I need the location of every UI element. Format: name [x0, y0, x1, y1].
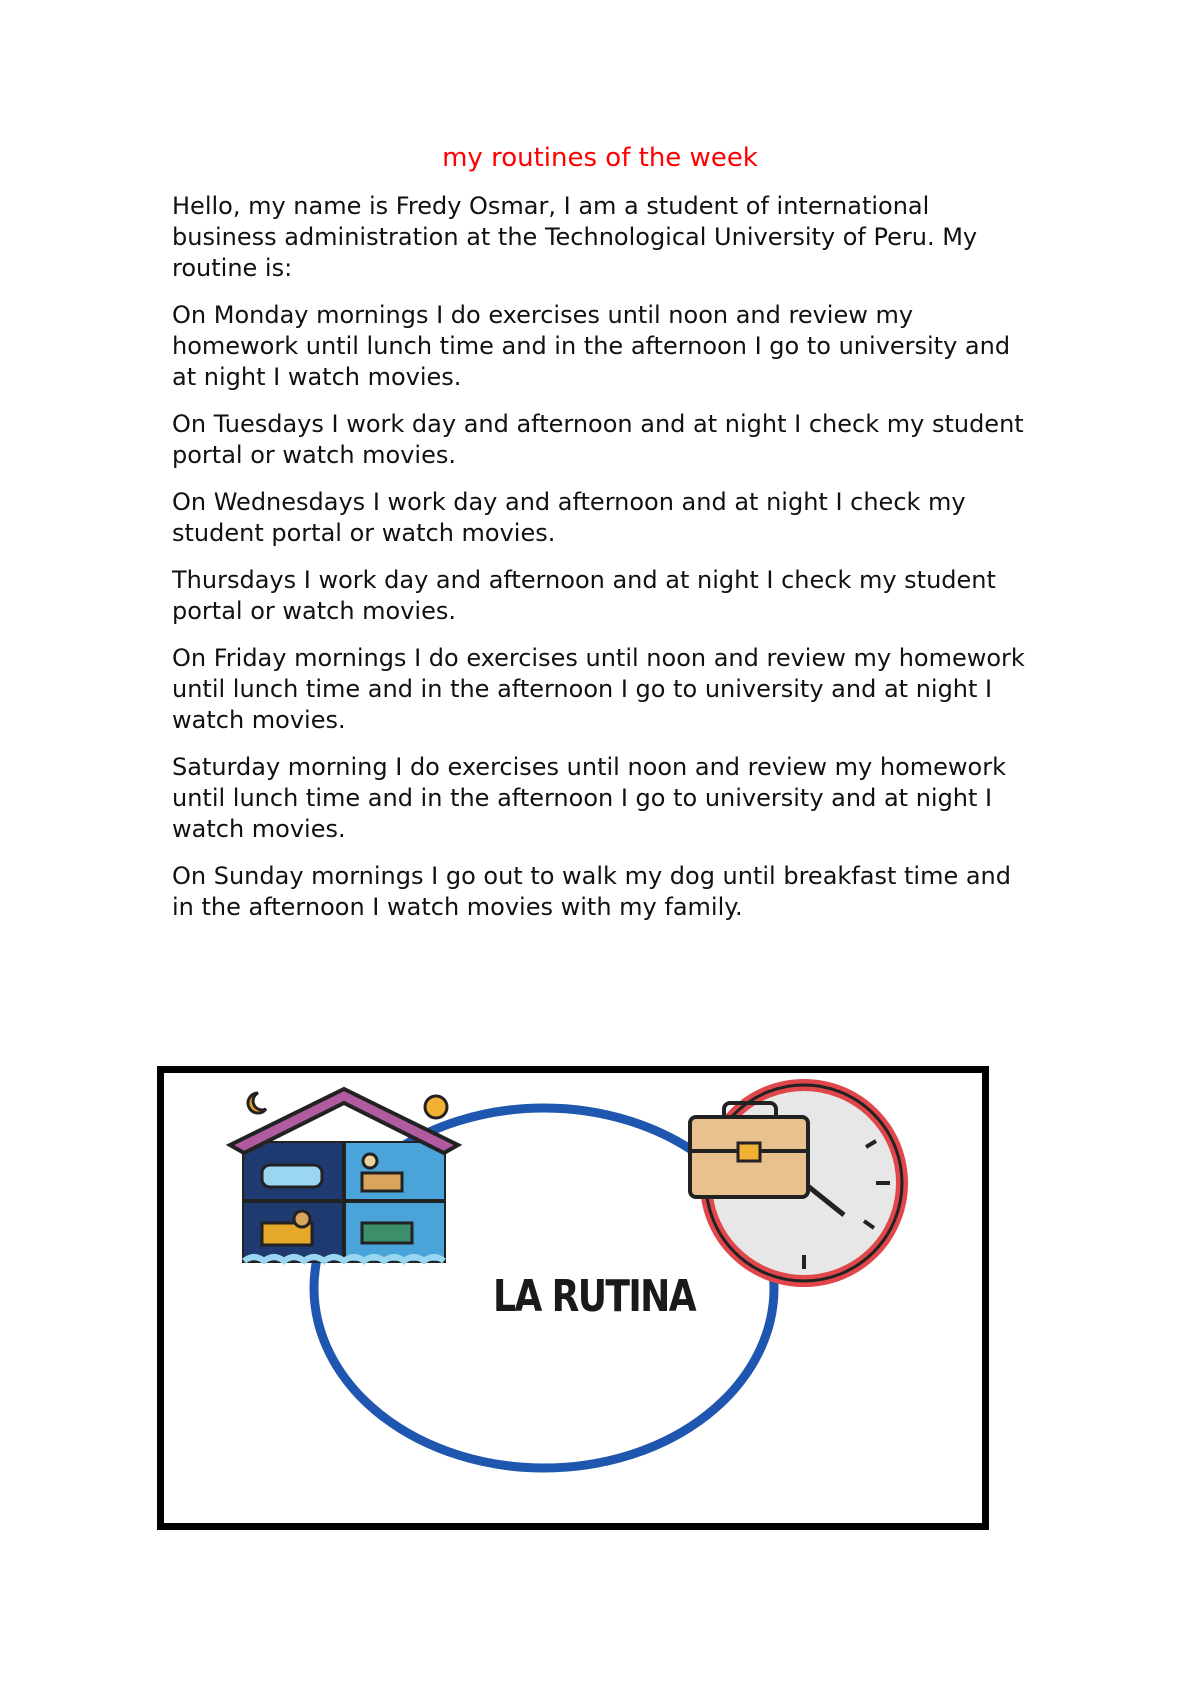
document-title: my routines of the week [442, 143, 758, 173]
routine-illustration [157, 1066, 989, 1530]
document-body [172, 191, 1032, 939]
paragraph-thursday: Thursdays I work day and afternoon and at night I check my student portal or watch movies. [172, 566, 996, 625]
briefcase-clock-icon [690, 1085, 902, 1281]
figure-label: LA RUTINA [493, 1271, 695, 1322]
paragraph-friday: On Friday mornings I do exercises until noon and review my homework until lunch time and in the afternoon I go to university and at night I watch movies. [172, 644, 1025, 734]
paragraph-tuesday: On Tuesdays I work day and afternoon and at night I check my student portal or watch movies. [172, 410, 1024, 469]
paragraph-intro: Hello, my name is Fredy Osmar, I am a student of international business administration at the Technological University of Peru. My routine is: [172, 192, 978, 282]
paragraph-monday: On Monday mornings I do exercises until noon and review my homework until lunch time and in the afternoon I go to university and at night I watch movies. [172, 301, 1011, 391]
paragraph-wednesday: On Wednesdays I work day and afternoon and at night I check my student portal or watch movies. [172, 488, 966, 547]
paragraph-saturday: Saturday morning I do exercises until noon and review my homework until lunch time and in the afternoon I go to university and at night I watch movies. [172, 753, 1006, 843]
paragraph-sunday: On Sunday mornings I go out to walk my dog until breakfast time and in the afternoon I watch movies with my family. [172, 862, 1012, 921]
house-day-night-icon [230, 1089, 458, 1261]
